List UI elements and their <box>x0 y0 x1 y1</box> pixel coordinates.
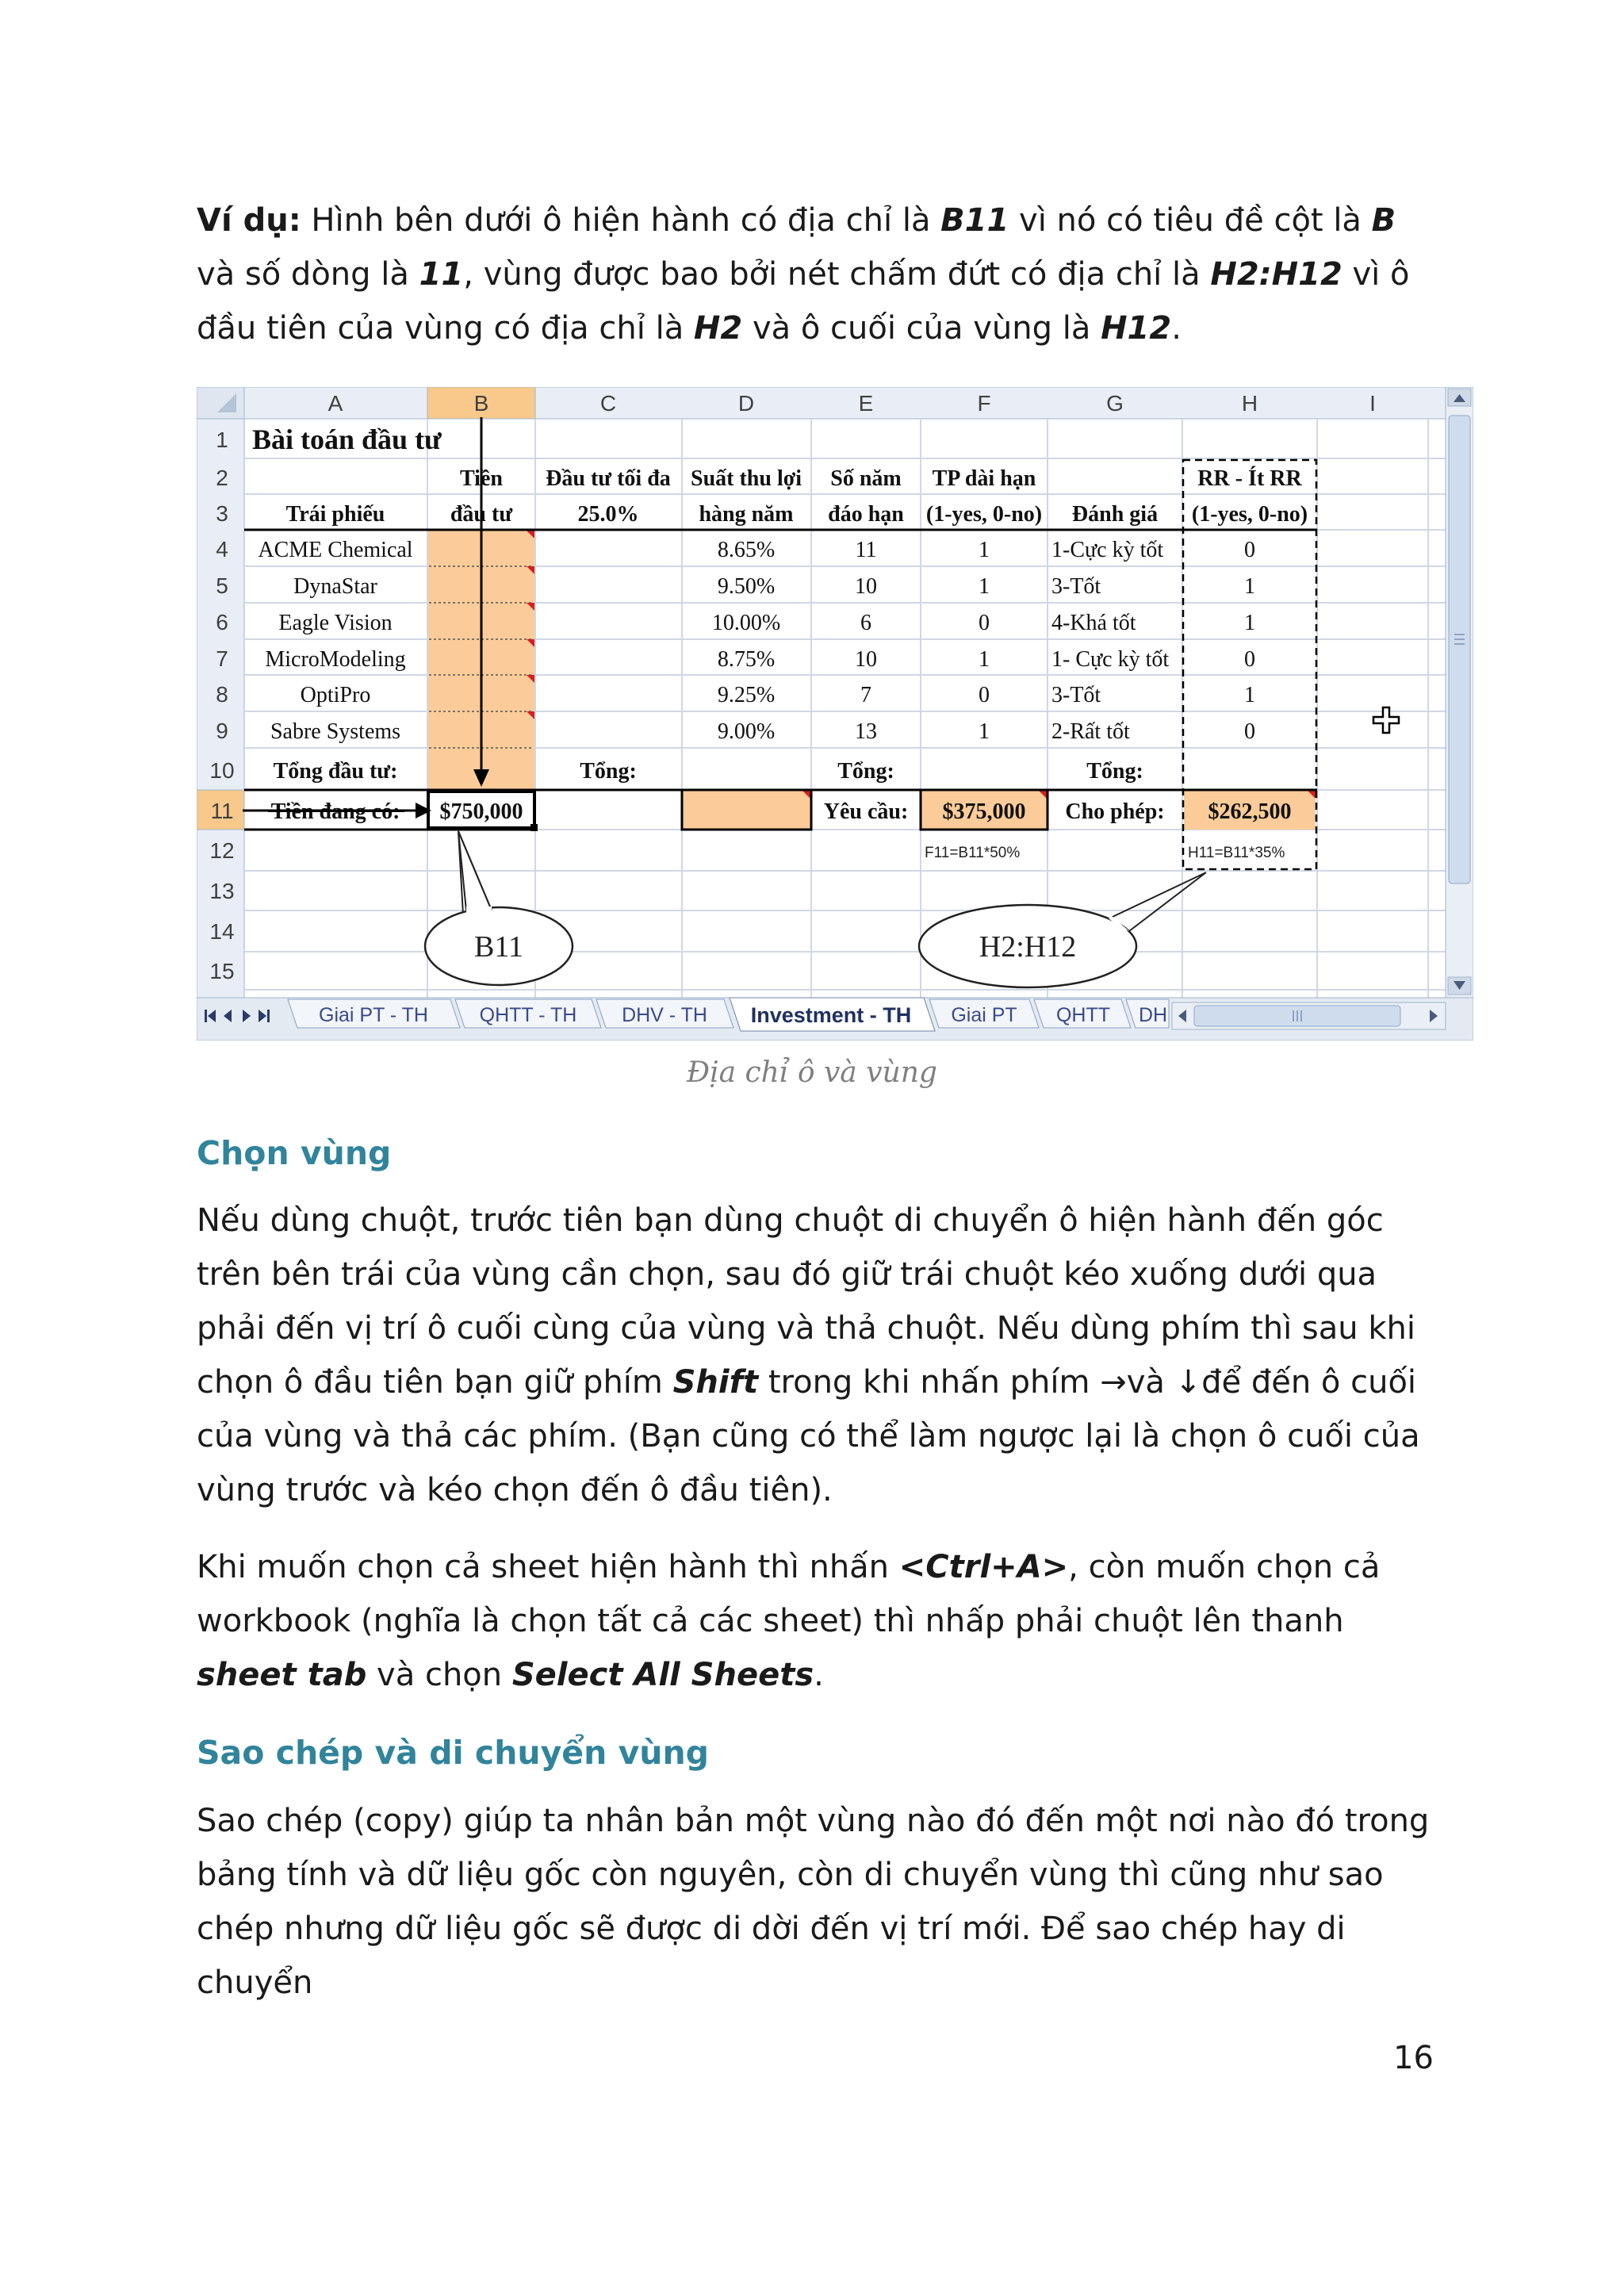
row-header: 5 <box>216 573 228 598</box>
row-header: 14 <box>209 919 235 944</box>
cash-available-label: Tiền đang có: <box>270 799 400 824</box>
total-cell-d10 <box>683 791 810 830</box>
header-cell: đầu tư <box>450 502 513 527</box>
bond-rating: 3-Tốt <box>1051 574 1101 599</box>
bond-rate: 9.00% <box>717 719 776 744</box>
header-cell: Tiền <box>460 466 503 491</box>
allowed-label: Cho phép: <box>1065 799 1165 824</box>
row-header: 11 <box>210 799 234 823</box>
column-header-g: G <box>1106 391 1124 416</box>
sheet-tab-label: DHV - TH <box>622 1004 707 1026</box>
paragraph-text: Khi muốn chọn cả sheet hiện hành thì nhấn <box>197 1549 899 1585</box>
bond-years: 10 <box>855 647 877 672</box>
header-cell: RR - Ít RR <box>1197 466 1302 491</box>
bond-years: 13 <box>855 719 877 744</box>
cell-ref: H2 <box>693 310 743 347</box>
cell-ref: H2:H12 <box>1210 256 1342 293</box>
intro-paragraph <box>197 194 1434 355</box>
sheet-title: Bài toán đầu tư <box>252 424 442 455</box>
bond-name: MicroModeling <box>265 647 406 672</box>
intro-text: Hình bên dưới ô hiện hành có địa chỉ là <box>301 202 941 239</box>
row-header: 6 <box>216 610 228 634</box>
row-header: 13 <box>209 879 235 903</box>
column-header-h: H <box>1241 391 1258 416</box>
header-cell: (1-yes, 0-no) <box>1191 502 1308 527</box>
header-cell: Đánh giá <box>1071 502 1159 527</box>
bond-long-term: 1 <box>979 719 990 744</box>
column-header-f: F <box>977 391 991 416</box>
bond-name: ACME Chemical <box>258 538 413 562</box>
header-cell: Trái phiếu <box>285 502 385 527</box>
header-cell: Đầu tư tối đa <box>546 466 671 491</box>
ui-term: sheet tab <box>197 1657 367 1693</box>
sheet-tab-label: Giai PT - TH <box>319 1004 428 1026</box>
row-header: 10 <box>209 758 235 783</box>
row-header: 2 <box>216 466 228 490</box>
sheet-tab-active-label: Investment - TH <box>750 1003 912 1027</box>
cell-ref: B11 <box>940 202 1009 239</box>
intro-text: và số dòng là <box>197 256 419 293</box>
intro-lead: Ví dụ: <box>197 202 301 239</box>
header-cell: hàng năm <box>699 502 794 527</box>
total-investment-label: Tổng đầu tư: <box>273 759 398 784</box>
sheet-tab-label: Giai PT <box>951 1004 1017 1026</box>
bond-rating: 2-Rất tốt <box>1051 719 1130 744</box>
formula-note-h: H11=B11*35% <box>1188 845 1285 861</box>
total-label: Tổng: <box>580 759 637 784</box>
callout-b11-label: B11 <box>474 930 523 964</box>
row-header: 12 <box>209 838 235 863</box>
paragraph-text: trong khi nhấn phím <box>758 1364 1101 1401</box>
select-range-paragraph <box>197 1194 1434 1517</box>
bond-rr: 1 <box>1244 611 1255 635</box>
formula-note-f: F11=B11*50% <box>925 845 1021 861</box>
page-number: 16 <box>1393 2040 1434 2076</box>
bond-rate: 9.50% <box>717 574 776 599</box>
shortcut: <Ctrl+A> <box>898 1549 1069 1585</box>
column-header-d: D <box>737 391 755 416</box>
row-header: 9 <box>216 719 228 743</box>
ui-term: Select All Sheets <box>511 1657 814 1693</box>
bond-rating: 3-Tốt <box>1051 683 1101 707</box>
bond-rr: 1 <box>1244 683 1255 707</box>
row-header: 15 <box>209 959 235 983</box>
cell-ref: B <box>1371 202 1396 239</box>
intro-text: vì nó có tiêu đề cột là <box>1009 202 1372 239</box>
bond-rr: 0 <box>1244 538 1255 562</box>
cell-ref: H12 <box>1101 310 1172 347</box>
header-cell: 25.0% <box>577 502 639 527</box>
section-heading-select-range: Chọn vùng <box>197 1134 392 1172</box>
bond-name: Sabre Systems <box>270 719 401 744</box>
column-header-a: A <box>327 391 343 416</box>
intro-text: vì ô đầu tiên của vùng có địa chỉ là <box>197 256 1410 347</box>
sheet-tab-label: QHTT <box>1055 1004 1111 1026</box>
paragraph-text: Nếu dùng chuột, trước tiên bạn dùng chuột di chuyển ô hiện hành đến góc trên bên trái của vùng cần chọn, sau đó giữ trái chuột kéo xuống dưới qua phải đến vị trí ô cuối cùng của vùng và thả chuột. Nếu dùng phím thì sau khi chọn ô đầu tiên bạn giữ phím <box>197 1202 1415 1401</box>
bond-rr: 0 <box>1244 647 1255 672</box>
copy-move-paragraph: Sao chép (copy) giúp ta nhân bản một vùng nào đó đến một nơi nào đó trong bảng tính và dữ liệu gốc còn nguyên, còn di chuyển vùng thì cũng như sao chép nhưng dữ liệu gốc sẽ được di dời đến vị trí mới. Để sao chép hay di chuyển <box>197 1803 1430 2001</box>
select-all-paragraph <box>197 1540 1434 1702</box>
sheet-tab-label: QHTT - TH <box>479 1004 577 1026</box>
bond-name: DynaStar <box>293 574 377 599</box>
required-label: Yêu cầu: <box>823 799 909 824</box>
arrow-right-icon: → <box>1100 1364 1127 1401</box>
header-cell: Số năm <box>830 466 902 491</box>
intro-text: . <box>1171 310 1182 347</box>
bond-name: Eagle Vision <box>278 611 393 635</box>
header-cell: đáo hạn <box>828 502 904 527</box>
bond-years: 10 <box>855 574 877 599</box>
vertical-scroll-thumb[interactable] <box>1449 416 1470 884</box>
bond-years: 6 <box>860 611 871 635</box>
bond-rr: 0 <box>1244 719 1255 744</box>
header-cell: TP dài hạn <box>932 466 1036 491</box>
header-cell: Suất thu lợi <box>691 466 802 491</box>
paragraph-text: và chọn <box>366 1657 512 1693</box>
spreadsheet-image <box>197 387 1473 1041</box>
intro-text: và ô cuối của vùng là <box>742 310 1101 347</box>
callout-h2-h12-label: H2:H12 <box>979 930 1077 964</box>
bond-rating: 1-Cực kỳ tốt <box>1051 538 1164 562</box>
row-header: 1 <box>216 427 228 452</box>
header-cell: (1-yes, 0-no) <box>925 502 1043 527</box>
cell-ref: 11 <box>419 256 464 293</box>
key-name: Shift <box>672 1364 759 1401</box>
bond-rate: 8.65% <box>717 538 776 562</box>
column-header-i: I <box>1369 391 1376 416</box>
total-label: Tổng: <box>1086 759 1143 784</box>
section-heading-copy-move: Sao chép và di chuyển vùng <box>197 1734 710 1772</box>
row-header: 7 <box>216 646 228 671</box>
figure-caption: Địa chỉ ô và vùng <box>687 1056 937 1089</box>
paragraph-text: , còn muốn chọn cả workbook (nghĩa là chọn tất cả các sheet) thì nhấp phải chuột lên thanh <box>197 1549 1381 1639</box>
paragraph-text: để đến ô cuối của vùng và thả các phím. (Bạn cũng có thể làm ngược lại là chọn ô cuối của vùng trước và kéo chọn đến ô đầu tiên). <box>197 1364 1420 1508</box>
bond-long-term: 0 <box>979 683 990 707</box>
column-header-c: C <box>599 391 617 416</box>
bond-long-term: 0 <box>979 611 990 635</box>
row-header: 8 <box>216 682 228 707</box>
bond-years: 11 <box>855 538 877 562</box>
bond-long-term: 1 <box>979 538 990 562</box>
column-header-e: E <box>858 391 874 416</box>
column-header-b: B <box>473 391 489 416</box>
paragraph-text: và <box>1126 1364 1175 1401</box>
spreadsheet-figure <box>197 387 1473 1041</box>
required-value: $375,000 <box>942 799 1026 824</box>
bond-long-term: 1 <box>979 574 990 599</box>
bond-rr: 1 <box>1244 574 1255 599</box>
paragraph-text: . <box>814 1657 824 1693</box>
bond-rating: 4-Khá tốt <box>1051 611 1136 635</box>
row-header: 4 <box>216 537 228 562</box>
bond-name: OptiPro <box>300 683 371 707</box>
total-label: Tổng: <box>837 759 894 784</box>
bond-rate: 9.25% <box>717 683 776 707</box>
bond-years: 7 <box>860 683 871 707</box>
intro-text: , vùng được bao bởi nét chấm đứt có địa chỉ là <box>463 256 1211 293</box>
allowed-value: $262,500 <box>1208 799 1292 824</box>
arrow-down-icon: ↓ <box>1174 1364 1202 1401</box>
bond-rating: 1- Cực kỳ tốt <box>1051 647 1170 672</box>
row-header: 3 <box>216 501 228 526</box>
active-cell-value: $750,000 <box>439 799 523 824</box>
bond-long-term: 1 <box>979 647 990 672</box>
bond-rate: 8.75% <box>717 647 776 672</box>
bond-rate: 10.00% <box>711 611 781 635</box>
sheet-tab-label: DH <box>1138 1004 1168 1026</box>
